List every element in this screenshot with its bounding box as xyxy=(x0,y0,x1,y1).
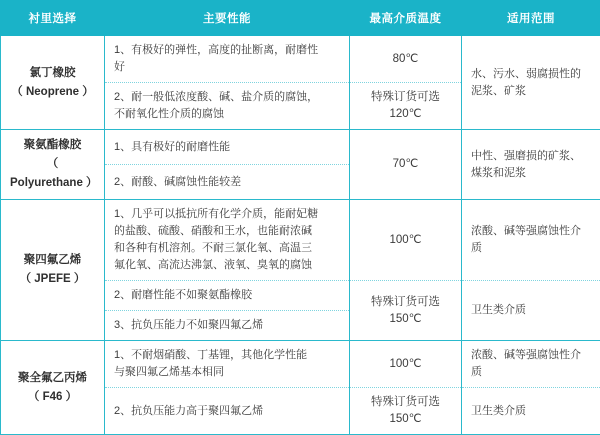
performance-cell xyxy=(105,130,350,165)
scope-cell xyxy=(462,200,600,281)
scope-line: 中性、强磨损的矿浆、 xyxy=(471,148,591,165)
performance-line: 2、抗负压能力高于聚四氟乙烯 xyxy=(114,403,340,420)
performance-line: 不耐氧化性介质的腐蚀 xyxy=(114,106,340,123)
lining-name-cell xyxy=(1,341,105,435)
lining-name-line2: （ Neoprene ） xyxy=(10,83,95,102)
performance-line: 的盐酸、硫酸、硝酸和王水，也能耐浓碱 xyxy=(114,223,340,240)
temperature-cell xyxy=(350,36,462,83)
performance-line: 1、不耐烟硝酸、丁基锂，其他化学性能 xyxy=(114,347,340,364)
scope-cell xyxy=(462,36,600,130)
column-header-performance: 主要性能 xyxy=(105,1,350,36)
lining-name-cell xyxy=(1,200,105,341)
temperature-line: 100℃ xyxy=(359,356,452,373)
scope-cell xyxy=(462,388,600,435)
performance-cell xyxy=(105,341,350,388)
performance-line: 和各种有机溶剂。不耐三氯化氧、高温三 xyxy=(114,240,340,257)
table-row xyxy=(1,200,600,281)
table-header xyxy=(1,1,600,36)
temperature-cell xyxy=(350,130,462,200)
temperature-line: 150℃ xyxy=(359,411,452,428)
performance-cell xyxy=(105,200,350,281)
table-row xyxy=(1,341,600,388)
performance-cell xyxy=(105,281,350,311)
performance-line: 1、有极好的弹性，高度的扯断离，耐磨性 xyxy=(114,42,340,59)
scope-line: 煤浆和泥浆 xyxy=(471,165,591,182)
scope-cell xyxy=(462,281,600,341)
temperature-line: 80℃ xyxy=(359,51,452,68)
performance-line: 3、抗负压能力不如聚四氟乙烯 xyxy=(114,317,340,334)
table-body xyxy=(1,36,600,435)
scope-line: 浓酸、碱等强腐蚀性介 xyxy=(471,347,591,364)
lining-name-cell xyxy=(1,36,105,130)
performance-cell xyxy=(105,83,350,130)
lining-name-line2: （ F46 ） xyxy=(10,388,95,407)
table-row xyxy=(1,130,600,165)
performance-cell xyxy=(105,36,350,83)
lining-name-line1: 聚氨酯橡胶 xyxy=(10,136,95,155)
performance-line: 与聚四氟乙烯基本相同 xyxy=(114,364,340,381)
performance-cell xyxy=(105,388,350,435)
temperature-cell xyxy=(350,281,462,341)
temperature-cell xyxy=(350,341,462,388)
performance-line: 1、几乎可以抵抗所有化学介质，能耐妃糖 xyxy=(114,206,340,223)
performance-line: 2、耐磨性能不如聚氨酯橡胶 xyxy=(114,287,340,304)
temperature-line: 特殊订货可选 xyxy=(359,294,452,311)
scope-line: 泥浆、矿浆 xyxy=(471,83,591,100)
lining-name-line1: 氯丁橡胶 xyxy=(10,64,95,83)
lining-name-line1: 聚四氟乙烯 xyxy=(10,251,95,270)
scope-line: 卫生类介质 xyxy=(471,403,591,420)
scope-line: 质 xyxy=(471,364,591,381)
performance-cell xyxy=(105,165,350,200)
temperature-cell xyxy=(350,83,462,130)
temperature-cell xyxy=(350,388,462,435)
lining-name-line2: （ JPEFE ） xyxy=(10,270,95,289)
performance-cell xyxy=(105,311,350,341)
column-header-lining: 衬里选择 xyxy=(1,1,105,36)
scope-line: 卫生类介质 xyxy=(471,302,591,319)
temperature-line: 100℃ xyxy=(359,232,452,249)
column-header-max-temperature: 最高介质温度 xyxy=(350,1,462,36)
performance-line: 氟化氧、高流达沸氯、液氧、臭氧的腐蚀 xyxy=(114,257,340,274)
performance-line: 好 xyxy=(114,59,340,76)
scope-line: 水、污水、弱腐损性的 xyxy=(471,66,591,83)
performance-line: 1、具有极好的耐磨性能 xyxy=(114,139,340,156)
performance-line: 2、耐酸、碱腐蚀性能较差 xyxy=(114,174,340,191)
scope-cell xyxy=(462,341,600,388)
temperature-line: 150℃ xyxy=(359,311,452,328)
temperature-line: 120℃ xyxy=(359,106,452,123)
lining-name-cell xyxy=(1,130,105,200)
temperature-cell xyxy=(350,200,462,281)
scope-line: 质 xyxy=(471,240,591,257)
column-header-scope: 适用范围 xyxy=(462,1,600,36)
lining-name-line2: （ Polyurethane ） xyxy=(10,155,95,193)
table-row xyxy=(1,36,600,83)
temperature-line: 特殊订货可选 xyxy=(359,89,452,106)
temperature-line: 特殊订货可选 xyxy=(359,394,452,411)
lining-name-line1: 聚全氟乙丙烯 xyxy=(10,369,95,388)
scope-cell xyxy=(462,130,600,200)
performance-line: 2、耐一般低浓度酸、碱、盐介质的腐蚀， xyxy=(114,89,340,106)
table-header-row xyxy=(1,1,600,36)
temperature-line: 70℃ xyxy=(359,156,452,173)
scope-line: 浓酸、碱等强腐蚀性介 xyxy=(471,223,591,240)
